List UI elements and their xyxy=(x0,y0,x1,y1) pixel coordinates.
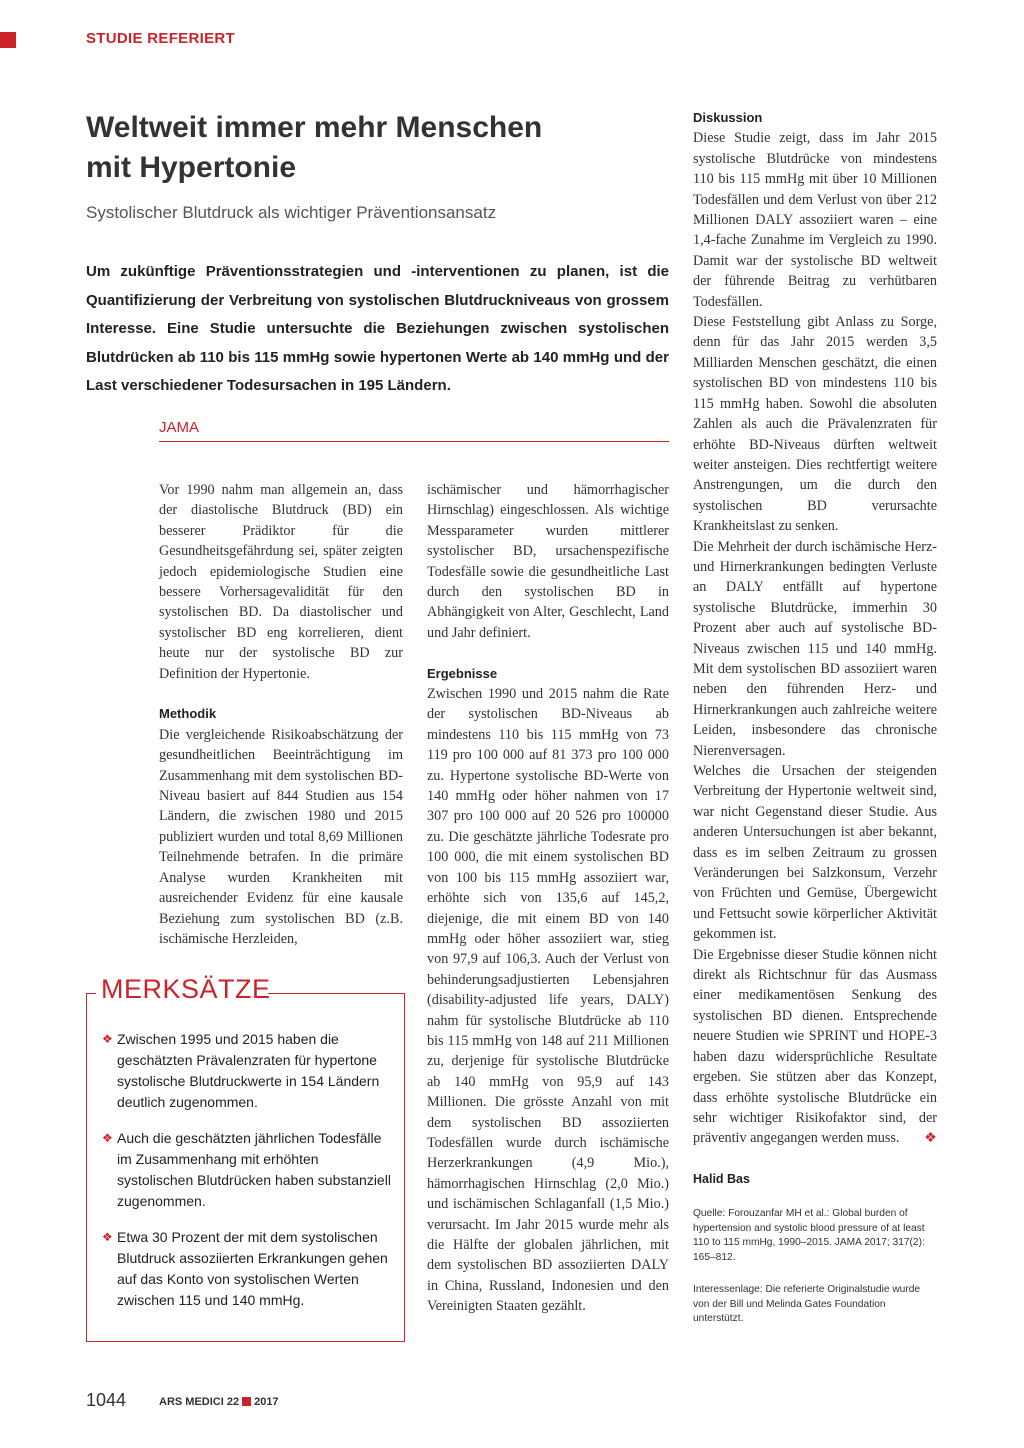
author-name: Halid Bas xyxy=(693,1171,750,1186)
footer-journal xyxy=(159,1396,279,1408)
merksaetze-rule-left xyxy=(86,993,96,994)
merksatz-text: Auch die geschätzten jährlichen Todesfälle im Zusammenhang mit erhöhten systolischen Blutdrücken haben substanziell zugenommen. xyxy=(117,1130,391,1209)
merksatz-item xyxy=(102,1029,392,1113)
diamond-bullet-icon: ❖ xyxy=(102,1032,113,1046)
page-number: 1044 xyxy=(86,1390,127,1410)
merksatz-text: Zwischen 1995 und 2015 haben die geschätzten Prävalenzraten für hypertone systolische Blutdruckwerte in 154 Ländern deutlich zugenommen. xyxy=(117,1031,380,1110)
methodik-paragraph: Die vergleichende Risikoabschätzung der gesundheitlichen Beeinträchtigung im Zusammenhang mit dem systolischen BD-Niveau basiert auf 844 Studien aus 154 Ländern, die zwischen 1980 und 2015 publiziert wurden und total 8,69 Millionen Teilnehmende betrafen. In die primäre Analyse wurden Krankheiten mit ausreichender Evidenz für eine kausale Beziehung zum systolischen BD (z.B. ischämische Herzleiden, xyxy=(159,726,403,947)
diskussion-paragraph-3: Die Mehrheit der durch ischämische Herz- und Hirnerkrankungen bedingten Verluste an DALY entfällt auf hypertone systolische Blutdrücke, immerhin 30 Prozent aber auch auf systolische BD-Niveaus zwischen 115 und 140 mmHg. Mit dem systolischen BD assoziiert waren neben den führenden Herz- und Hirnerkrankungen auch zahlreiche weitere Leiden, insbesondere das chronische Nierenversagen. xyxy=(693,538,937,759)
journal-year: 2017 xyxy=(254,1396,279,1408)
methodik-heading: Methodik xyxy=(159,706,217,722)
conflict-of-interest: Interessenlage: Die referierte Originalstudie wurde von der Bill und Melinda Gates Foundation unterstützt. xyxy=(693,1284,921,1325)
merksatz-text: Etwa 30 Prozent der mit dem systolischen Blutdruck assoziierten Erkrankungen gehen auf das Konto von systolischen Werten zwischen 115 und 140 mmHg. xyxy=(117,1229,388,1308)
diskussion-paragraph-2: Diese Feststellung gibt Anlass zu Sorge, denn für das Jahr 2015 werden 3,5 Milliarden Menschen geschätzt, die einen systolischen BD von mindestens 110 bis 115 mmHg haben. Sowohl die absoluten Zahlen als auch die Prävalenzraten für erhöhte BD-Niveaus dürften weltweit weiter ansteigen. Dies rechtfertigt weitere Anstrengungen, um die durch den systolischen BD verursachte Krankheitslast zu senken. xyxy=(693,314,937,535)
journal-name: ARS MEDICI 22 xyxy=(159,1396,240,1408)
source-label: JAMA xyxy=(159,419,200,436)
diskussion-heading: Diskussion xyxy=(693,110,763,125)
footer-square-icon xyxy=(242,1397,251,1406)
methodik-continued-paragraph: ischämischer und hämorrhagischer Hirnschlag) eingeschlossen. Als wichtige Messparameter wurden mittlerer systolischer BD, ursachenspezifische Todesfälle sowie die gesundheitliche Last durch den systolischen BD in Abhängigkeit von Alter, Geschlecht, Land und Jahr definiert. xyxy=(427,482,669,641)
merksaetze-heading: MERKSÄTZE xyxy=(101,974,271,1004)
diskussion-paragraph-1: Diese Studie zeigt, dass im Jahr 2015 systolische Blutdrücke von mindestens 110 bis 115 mmHg mit über 10 Millionen Todesfällen und dem Verlust von über 212 Millionen DALY assoziiert waren – eine 1,4-fache Zunahme im Vergleich zu 1990. Damit war der systolische BD weltweit der führende Beitrag zu verhütbaren Todesfällen. xyxy=(693,130,937,310)
column-1 xyxy=(159,480,403,949)
section-marker xyxy=(0,32,16,48)
ergebnisse-paragraph: Zwischen 1990 und 2015 nahm die Rate der systolischen BD-Niveaus ab mindestens 110 bis 115 mmHg von 73 119 pro 100 000 auf 81 373 pro 100 000 zu. Hypertone systolische BD-Werte von 140 mmHg oder höher nahmen von 17 307 pro 100 000 auf 20 526 pro 100000 zu. Die geschätzte jährliche Todesrate pro 100 000, die mit einem systolischen BD von 100 bis 115 mmHg assoziiert war, erhöhte sich von 135,6 auf 145,2, diejenige, die mit einem BD von 140 mmHg oder höher assoziiert war, stieg von 97,9 auf 106,3. Auch der Verlust von behinderungsadjustierten Lebensjahren (disability-adjusted life years, DALY) nahm für systolische Blutdrücke ab 110 bis 115 mmHg von 148 auf 211 Millionen zu, derjenige für systolische Blutdrücke ab 140 mmHg von 95,9 auf 143 Millionen. Die grösste Anzahl von mit dem systolischen BD assoziierten Todesfällen wurde durch ischämische Herzerkrankungen (4,9 Mio.), hämorrhagischen Hirnschlag (2,0 Mio.) und ischämischen Schlaganfall (1,5 Mio.) verursacht. Im Jahr 2015 wurde mehr als die Hälfte der globalen jährlichen, mit dem systolischen BD assoziierten DALY in China, Russland, Indonesien und den Vereinigten Staaten gezählt. xyxy=(427,686,669,1315)
section-label: STUDIE REFERIERT xyxy=(86,30,235,47)
diamond-bullet-icon: ❖ xyxy=(102,1230,113,1244)
title-line-1: Weltweit immer mehr Menschen xyxy=(86,111,543,144)
lead-paragraph: Um zukünftige Präventionsstrategien und -interventionen zu planen, ist die Quantifizierung der Verbreitung von systolischen Blutdruckniveaus von grossem Interesse. Eine Studie untersuchte die Beziehungen zwischen systolischen Blutdrücken ab 110 bis 115 mmHg sowie hypertonen Werte ab 140 mmHg und der Last verschiedener Todesursachen in 195 Ländern. xyxy=(86,263,669,394)
merksaetze-list xyxy=(102,1029,392,1326)
diamond-bullet-icon: ❖ xyxy=(102,1131,113,1145)
end-mark-icon: ❖ xyxy=(924,1130,937,1147)
column-3 xyxy=(693,108,937,1327)
diskussion-paragraph-5-wrapper xyxy=(693,945,937,1149)
article-subtitle: Systolischer Blutdruck als wichtiger Präventionsansatz xyxy=(86,203,497,222)
merksatz-item xyxy=(102,1128,392,1212)
source-divider xyxy=(159,441,669,442)
article-title xyxy=(86,108,646,188)
column-2 xyxy=(427,480,669,1317)
intro-paragraph: Vor 1990 nahm man allgemein an, dass der diastolische Blutdruck (BD) ein besserer Prädiktor für die Gesundheitsgefährdung sei, später zeigten jedoch epidemiologische Studien eine bessere Vorhersagevalidität für den systolischen BD. Da diastolischer und systolischer BD eng korrelieren, dient heute nur der systolische BD zur Definition der Hypertonie. xyxy=(159,482,403,682)
source-reference: Quelle: Forouzanfar MH et al.: Global burden of hypertension and systolic blood pressure of at least 110 to 115 mmHg, 1990–2015. JAMA 2017; 317(2): 165–812. xyxy=(693,1208,925,1263)
title-line-2: mit Hypertonie xyxy=(86,151,297,184)
diskussion-paragraph-5: Die Ergebnisse dieser Studie können nicht direkt als Richtschnur für das Ausmass einer medikamentösen Senkung des systolischen BD dienen. Entsprechende neuere Studien wie SPRINT und HOPE-3 haben dazu widersprüchliche Resultate ergeben. Sie stützen aber das Konzept, dass erhöhte systolische Blutdrücke ein sehr wichtiger Risikofaktor sind, der präventiv angegangen werden muss. xyxy=(693,946,937,1147)
diskussion-paragraph-4: Welches die Ursachen der steigenden Verbreitung der Hypertonie weltweit sind, war nicht Gegenstand dieser Studie. Aus anderen Untersuchungen ist aber bekannt, dass es im selben Zeitraum zu grossen Veränderungen bei Salzkonsum, Verzehr von Früchten und Gemüse, Übergewicht und Fettsucht sowie körperlicher Aktivität gekommen ist. xyxy=(693,763,937,943)
ergebnisse-heading: Ergebnisse xyxy=(427,665,498,681)
merksatz-item xyxy=(102,1227,392,1311)
merksaetze-rule-right xyxy=(268,993,404,994)
